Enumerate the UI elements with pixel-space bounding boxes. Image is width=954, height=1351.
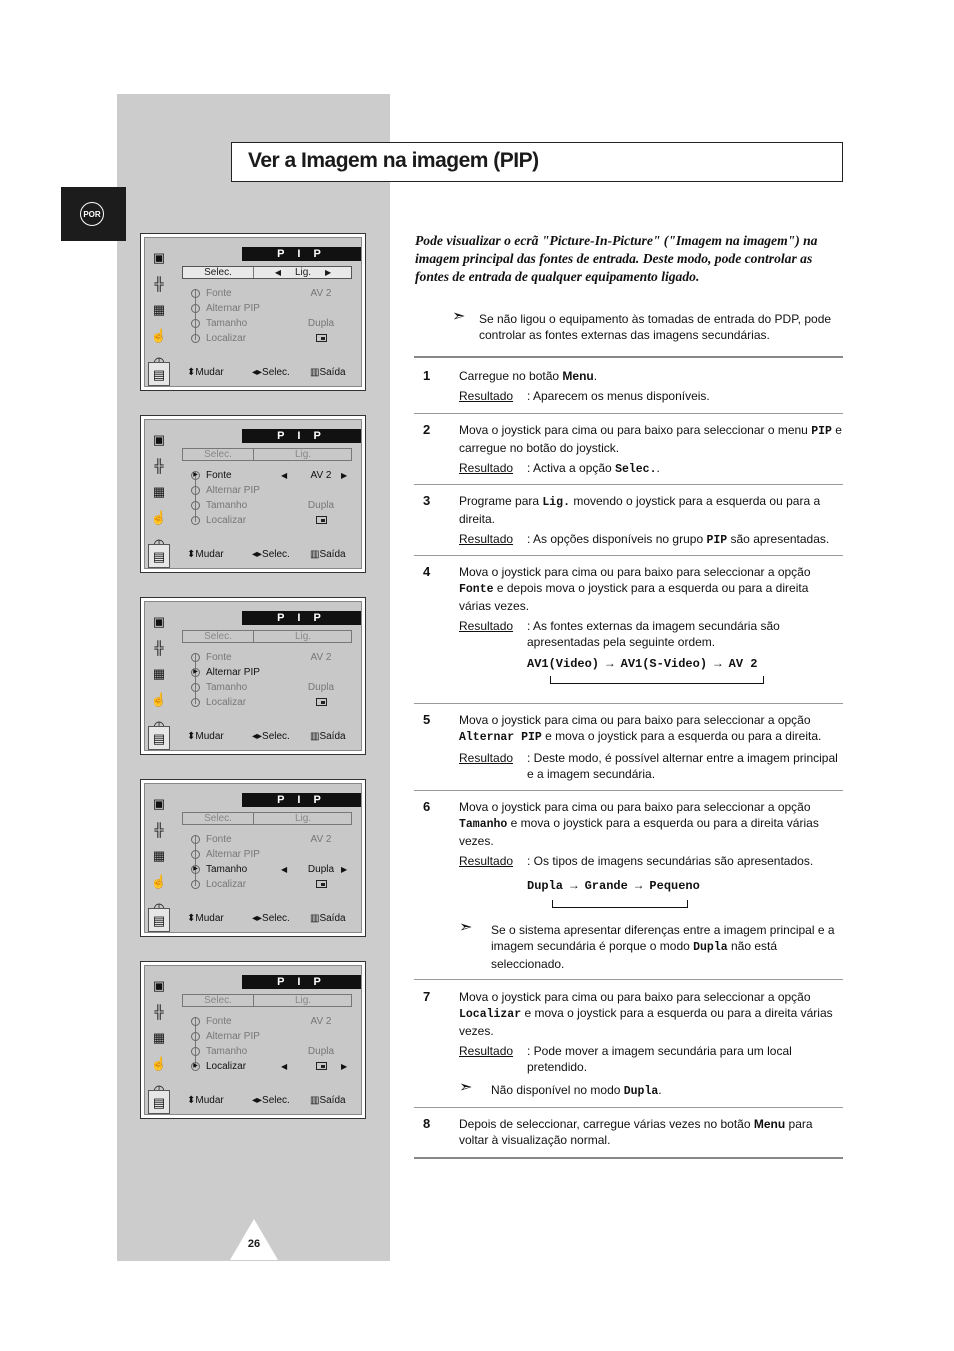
osd-menu-1: ▣ ╬ ▦ ☝ ▤ P I P Selec. ◀ Lig. ▶ Fonte AV 2 Alternar PIP Tamanho Dupla Localizar ⬍ Mudar ◂▸ Selec. ▥ Saída bbox=[140, 233, 366, 391]
option-alternar-pip: ▶ Alternar PIP bbox=[191, 666, 356, 680]
source-sequence: AV1(Video) → AV1(S-Video) → AV 2 bbox=[527, 657, 758, 671]
option-alternar-pip: Alternar PIP bbox=[191, 484, 356, 498]
option-localizar: Localizar bbox=[191, 696, 356, 710]
page-title: Ver a Imagem na imagem (PIP) bbox=[248, 149, 539, 172]
select-value-text: Lig. bbox=[294, 267, 312, 278]
select-value: Lig. bbox=[253, 631, 352, 642]
pip-icon: ▤ bbox=[148, 908, 170, 932]
pip-icon: ▤ bbox=[148, 726, 170, 750]
tv-icon: ▣ bbox=[152, 432, 166, 447]
settings-icon: ▦ bbox=[152, 484, 166, 499]
option-tamanho: Tamanho Dupla bbox=[191, 681, 356, 695]
note-arrow-icon: ➣ bbox=[459, 1079, 473, 1096]
antenna-icon: ╬ bbox=[154, 276, 164, 291]
tv-icon: ▣ bbox=[152, 978, 166, 993]
antenna-icon: ╬ bbox=[154, 1004, 164, 1019]
select-value: Lig. bbox=[253, 449, 352, 460]
select-row bbox=[182, 994, 352, 1007]
tv-icon: ▣ bbox=[152, 614, 166, 629]
option-tamanho: Tamanho Dupla bbox=[191, 1045, 356, 1059]
osd-menu-5: ▣ ╬ ▦ ☝ ▤ P I P Selec. Lig. Fonte AV 2 Alternar PIP Tamanho Dupla ▶ Localizar ◀ ▶ ⬍ Mudar ◂▸ Selec. ▥ Saída bbox=[140, 961, 366, 1119]
page-number: 26 bbox=[247, 1238, 261, 1250]
menu-sidebar bbox=[147, 608, 171, 744]
option-alternar-pip: Alternar PIP bbox=[191, 848, 356, 862]
option-tamanho: Tamanho Dupla bbox=[191, 317, 356, 331]
pip-header: P I P bbox=[242, 429, 361, 443]
option-fonte: Fonte AV 2 bbox=[191, 1015, 356, 1029]
hand-icon: ☝ bbox=[150, 874, 168, 889]
hand-icon: ☝ bbox=[150, 692, 168, 707]
option-alternar-pip: Alternar PIP bbox=[191, 302, 356, 316]
antenna-icon: ╬ bbox=[154, 640, 164, 655]
tv-icon: ▣ bbox=[152, 250, 166, 265]
dupla-icon bbox=[316, 880, 327, 888]
dupla-icon bbox=[316, 334, 327, 342]
option-tamanho: Tamanho Dupla bbox=[191, 499, 356, 513]
note-arrow-icon: ➣ bbox=[452, 308, 466, 325]
hand-icon: ☝ bbox=[150, 510, 168, 525]
select-row bbox=[182, 266, 352, 279]
title-box bbox=[231, 142, 843, 182]
note-arrow-icon: ➣ bbox=[459, 919, 473, 936]
option-fonte: ▶ Fonte ◀ AV 2 ▶ bbox=[191, 469, 356, 483]
antenna-icon: ╬ bbox=[154, 458, 164, 473]
dupla-icon bbox=[316, 1062, 327, 1070]
option-localizar: ▶ Localizar ◀ ▶ bbox=[191, 1060, 356, 1074]
select-label: Selec. bbox=[204, 449, 232, 460]
menu-sidebar bbox=[147, 426, 171, 562]
hand-icon: ☝ bbox=[150, 328, 168, 343]
option-localizar: Localizar bbox=[191, 332, 356, 346]
select-row bbox=[182, 448, 352, 461]
menu-sidebar bbox=[147, 244, 171, 380]
select-label: Selec. bbox=[204, 995, 232, 1006]
intro-text: Pode visualizar o ecrã "Picture-In-Picture" ("Imagem na imagem") na imagem principal das fontes de entrada. Deste modo, pode controlar as fontes de entrada de qualquer equipamento ligado. bbox=[415, 233, 818, 284]
pip-header: P I P bbox=[242, 611, 361, 625]
option-fonte: Fonte AV 2 bbox=[191, 287, 356, 301]
pip-icon: ▤ bbox=[148, 1090, 170, 1114]
select-value: Lig. bbox=[253, 995, 352, 1006]
pip-header: P I P bbox=[242, 247, 361, 261]
select-row bbox=[182, 812, 352, 825]
size-sequence: Dupla → Grande → Pequeno bbox=[527, 879, 700, 893]
pip-icon: ▤ bbox=[148, 544, 170, 568]
select-value: ◀ Lig. ▶ bbox=[253, 267, 352, 278]
osd-menu-4: ▣ ╬ ▦ ☝ ▤ P I P Selec. Lig. Fonte AV 2 Alternar PIP ▶ Tamanho ◀ Dupla ▶ Localizar ⬍ Mudar ◂▸ Selec. ▥ Saída bbox=[140, 779, 366, 937]
select-label: Selec. bbox=[204, 267, 232, 278]
tv-icon: ▣ bbox=[152, 796, 166, 811]
sequence-loop bbox=[552, 900, 688, 908]
option-alternar-pip: Alternar PIP bbox=[191, 1030, 356, 1044]
menu-sidebar bbox=[147, 972, 171, 1108]
sequence-loop bbox=[550, 676, 764, 684]
dupla-icon bbox=[316, 698, 327, 706]
option-fonte: Fonte AV 2 bbox=[191, 651, 356, 665]
select-label: Selec. bbox=[204, 631, 232, 642]
option-localizar: Localizar bbox=[191, 514, 356, 528]
hand-icon: ☝ bbox=[150, 1056, 168, 1071]
settings-icon: ▦ bbox=[152, 1030, 166, 1045]
select-label: Selec. bbox=[204, 813, 232, 824]
select-row bbox=[182, 630, 352, 643]
settings-icon: ▦ bbox=[152, 666, 166, 681]
pip-header: P I P bbox=[242, 793, 361, 807]
option-localizar: Localizar bbox=[191, 878, 356, 892]
language-badge: POR bbox=[80, 202, 104, 226]
osd-menu-2: ▣ ╬ ▦ ☝ ▤ P I P Selec. Lig. ▶ Fonte ◀ AV 2 ▶ Alternar PIP Tamanho Dupla Localizar ⬍ Mudar ◂▸ Selec. ▥ Saída bbox=[140, 415, 366, 573]
pip-header: P I P bbox=[242, 975, 361, 989]
option-fonte: Fonte AV 2 bbox=[191, 833, 356, 847]
settings-icon: ▦ bbox=[152, 848, 166, 863]
select-value: Lig. bbox=[253, 813, 352, 824]
pip-icon: ▤ bbox=[148, 362, 170, 386]
option-tamanho: ▶ Tamanho ◀ Dupla ▶ bbox=[191, 863, 356, 877]
settings-icon: ▦ bbox=[152, 302, 166, 317]
antenna-icon: ╬ bbox=[154, 822, 164, 837]
osd-menu-3: ▣ ╬ ▦ ☝ ▤ P I P Selec. Lig. Fonte AV 2 ▶ Alternar PIP Tamanho Dupla Localizar ⬍ Mudar ◂▸ Selec. ▥ Saída bbox=[140, 597, 366, 755]
menu-sidebar bbox=[147, 790, 171, 926]
dupla-icon bbox=[316, 516, 327, 524]
